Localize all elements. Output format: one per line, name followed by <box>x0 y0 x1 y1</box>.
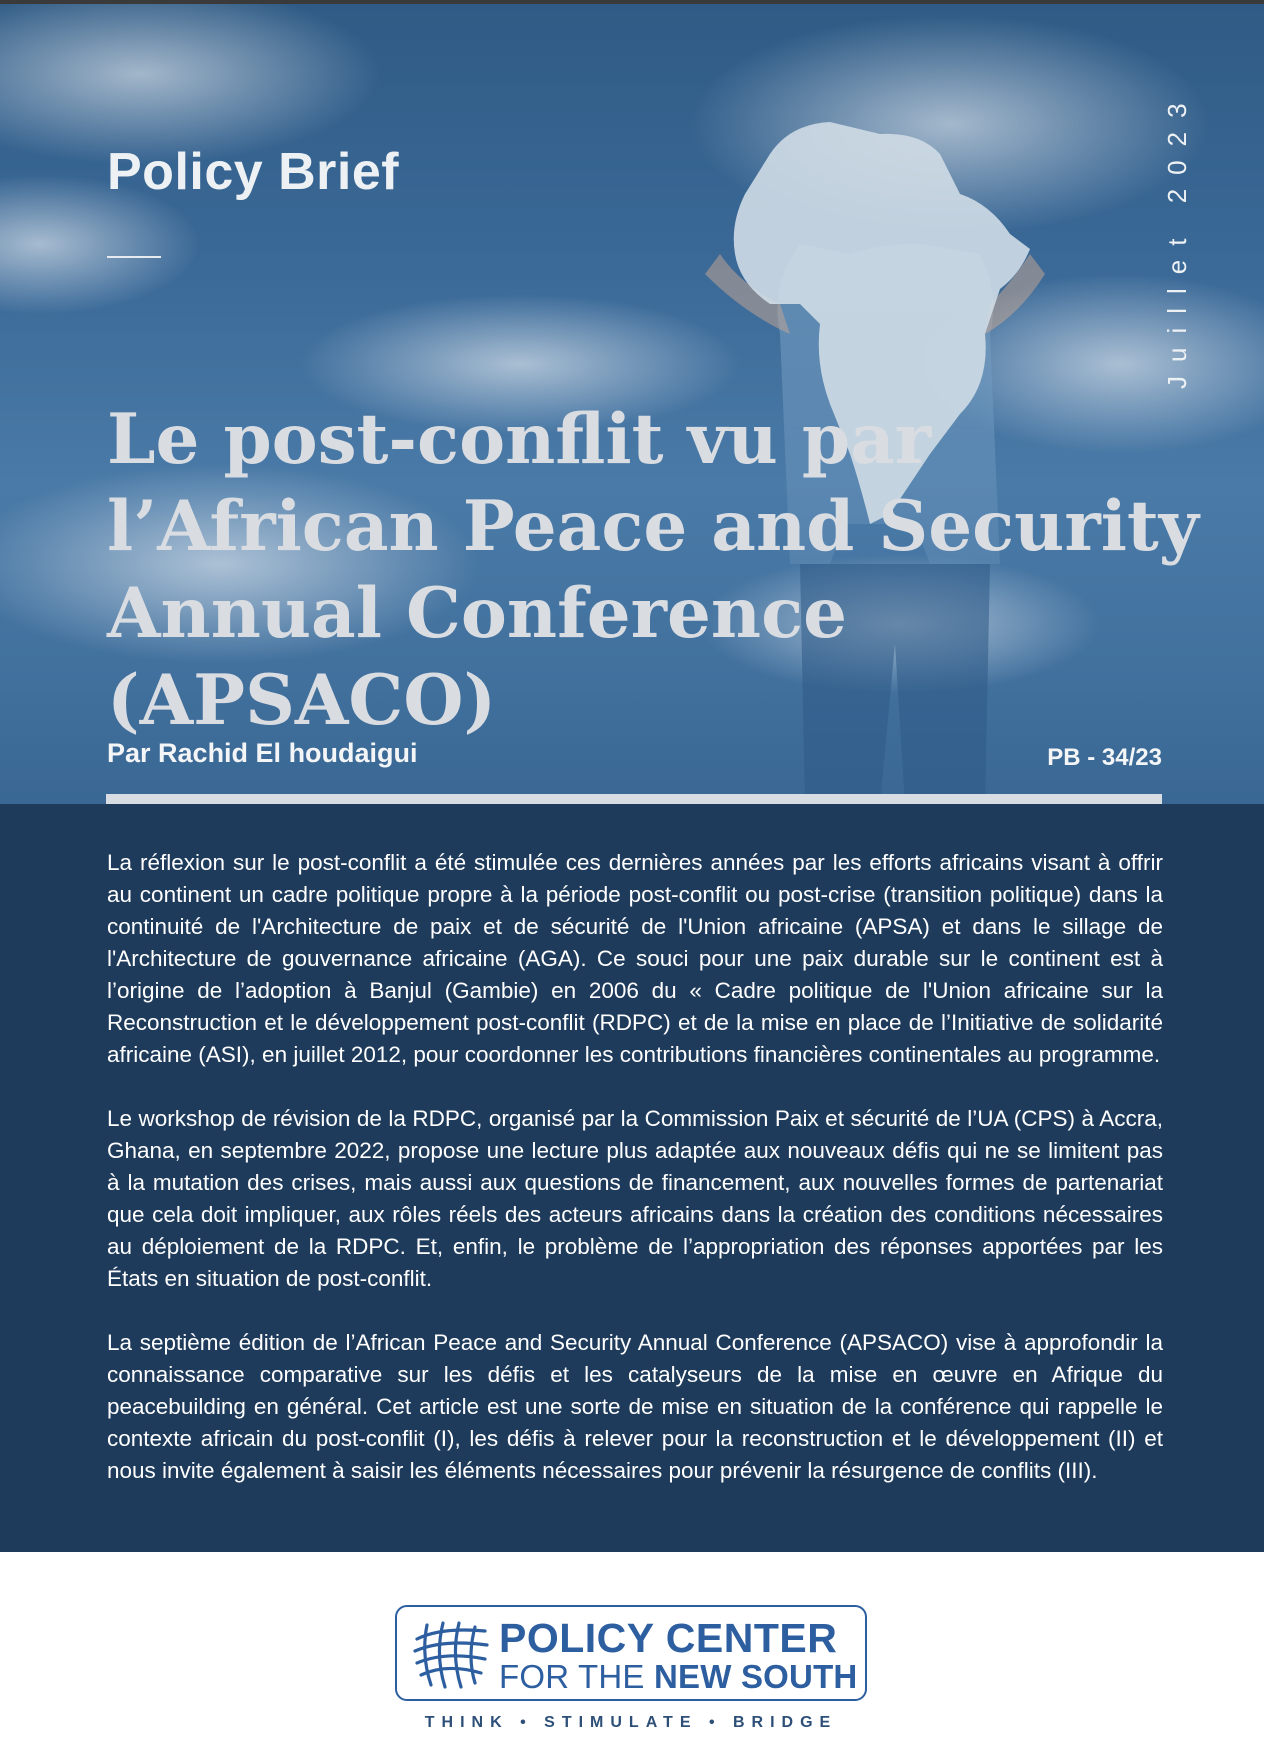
document-title: Le post-conflit vu par l’African Peace and Security Annual Conference (APSACO) <box>107 399 1199 741</box>
logo-line-2-prefix: FOR THE <box>499 1658 654 1695</box>
logo-line-2 <box>499 1658 857 1696</box>
publication-date: Juillet 2023 <box>1162 89 1192 389</box>
abstract-text <box>107 847 1163 1519</box>
hero-divider-bar <box>106 794 1162 804</box>
logo-line-1: POLICY CENTER <box>499 1615 838 1661</box>
document-code: PB - 34/23 <box>1047 744 1162 771</box>
publisher-tagline: THINK • STIMULATE • BRIDGE <box>424 1714 838 1731</box>
publisher-logo[interactable] <box>395 1605 867 1701</box>
document-type: Policy Brief <box>107 143 400 201</box>
cover-hero <box>0 4 1264 804</box>
author-byline: Par Rachid El houdaigui <box>107 738 418 768</box>
abstract-paragraph-1: La réflexion sur le post-conflit a été stimulée ces dernières années par les efforts africains visant à offrir au continent un cadre politique propre à la période post-conflit ou post-crise (transition politique) dans la continuité de l'Architecture de paix et de sécurité de l'Union africaine (APSA) et dans le sillage de l'Architecture de gouvernance africaine (AGA). Ce souci pour une paix durable sur le continent est à l’origine de l’adoption à Banjul (Gambie) en 2006 du « Cadre politique de l'Union africaine sur la Reconstruction et le développement post-conflit (RDPC) et de la mise en place de l’Initiative de solidarité africaine (ASI), en juillet 2012, pour coordonner les contributions financières continentales au programme. <box>107 850 1163 1067</box>
globe-mesh-icon <box>411 1619 491 1689</box>
logo-line-2-bold: NEW SOUTH <box>654 1658 858 1695</box>
abstract-panel <box>0 804 1264 1552</box>
kicker-divider <box>107 256 161 258</box>
abstract-paragraph-2: Le workshop de révision de la RDPC, organisé par la Commission Paix et sécurité de l’UA (CPS) à Accra, Ghana, en septembre 2022, propose une lecture plus adaptée aux nouveaux défis qui ne se limitent pas à la mutation des crises, mais aussi aux questions de financement, aux nouvelles formes de partenariat que cela doit impliquer, aux rôles réels des acteurs africains dans la création des conditions nécessaires au déploiement de la RDPC. Et, enfin, le problème de l’appropriation des réponses apportées par les États en situation de post-conflit. <box>107 1106 1163 1291</box>
abstract-paragraph-3: La septième édition de l’African Peace and Security Annual Conference (APSACO) vise à approfondir la connaissance comparative sur les défis et les catalyseurs de la mise en œuvre en Afrique du peacebuilding en général. Cet article est une sorte de mise en situation de la conférence qui rappelle le contexte africain du post-conflit (I), les défis à relever pour la reconstruction et le développement (II) et nous invite également à saisir les éléments nécessaires pour prévenir la résurgence de conflits (III). <box>107 1330 1163 1483</box>
